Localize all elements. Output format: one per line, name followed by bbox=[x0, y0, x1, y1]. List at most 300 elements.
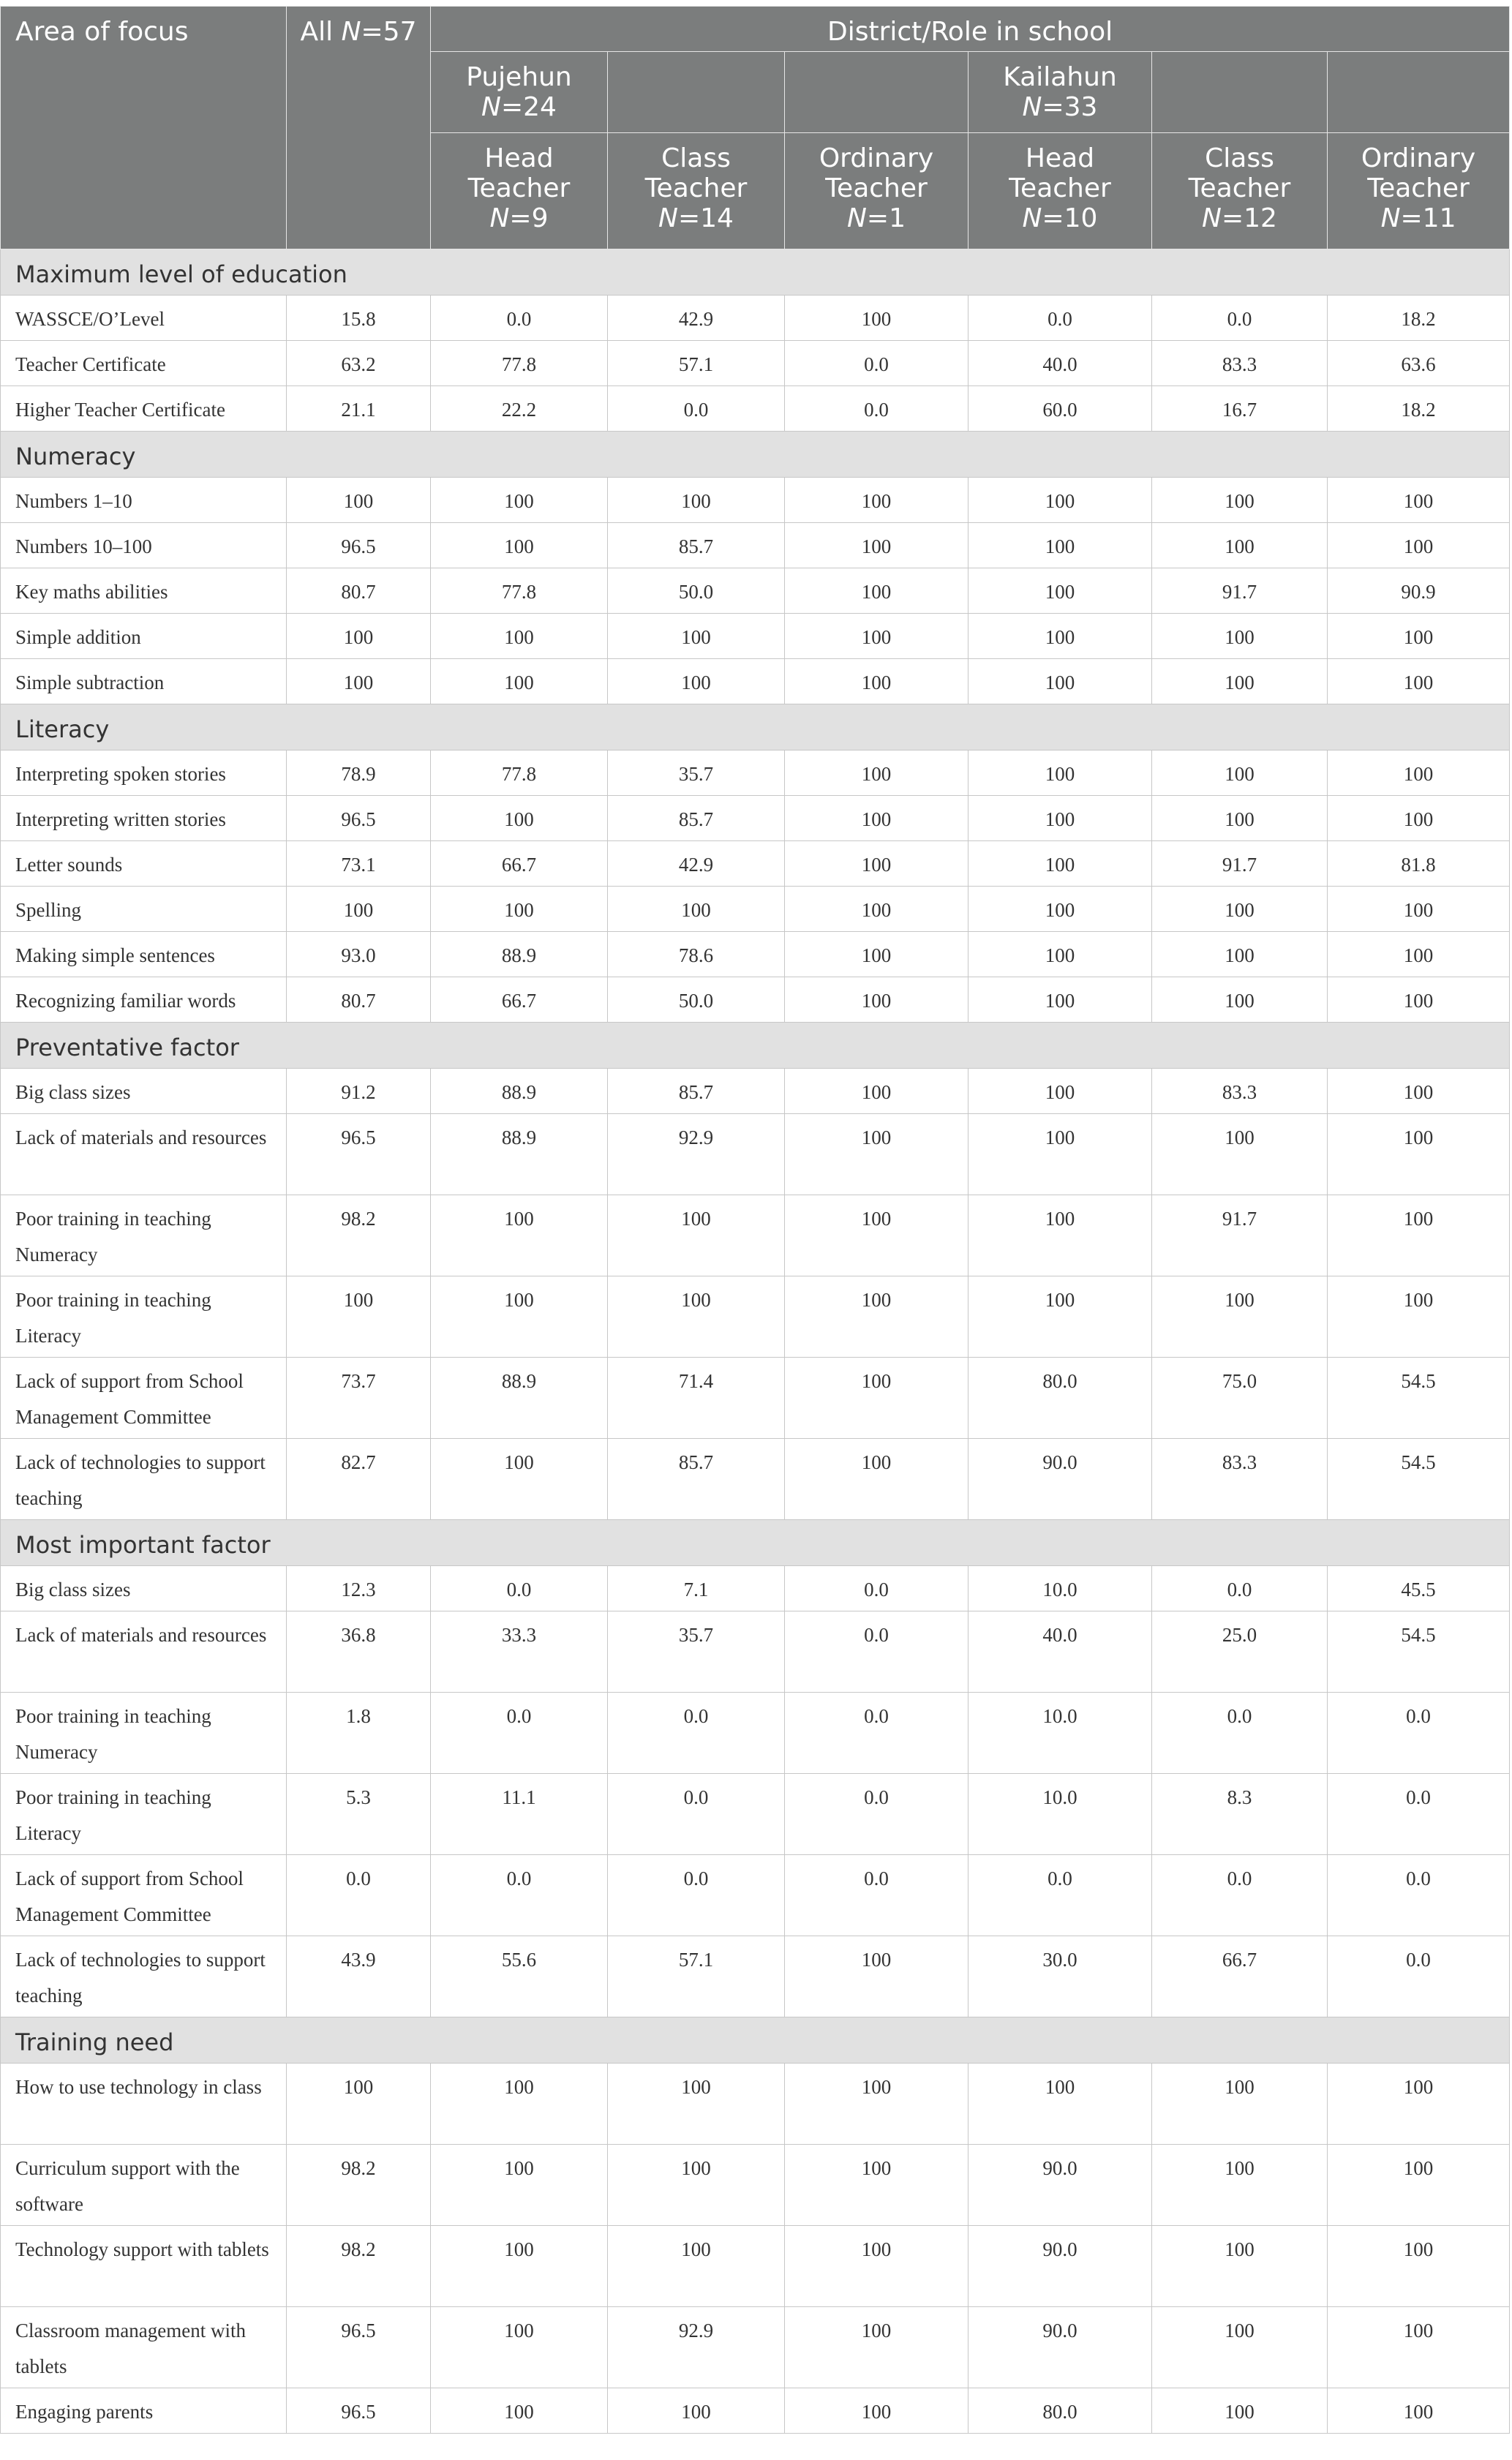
value-cell: 100 bbox=[785, 523, 968, 568]
value-cell: 100 bbox=[968, 887, 1152, 932]
section-title: Preventative factor bbox=[1, 1023, 1510, 1069]
value-cell: 80.0 bbox=[968, 2388, 1152, 2434]
header-empty-cell bbox=[608, 52, 785, 133]
value-cell: 77.8 bbox=[431, 341, 608, 386]
header-empty-cell bbox=[785, 52, 968, 133]
value-cell: 100 bbox=[287, 478, 431, 523]
table-row bbox=[1, 659, 1510, 704]
value-cell: 78.6 bbox=[608, 932, 785, 977]
value-cell: 18.2 bbox=[1328, 386, 1510, 432]
value-cell: 82.7 bbox=[287, 1439, 431, 1520]
results-table bbox=[0, 6, 1510, 2434]
value-cell: 90.0 bbox=[968, 2307, 1152, 2388]
value-cell: 45.5 bbox=[1328, 1566, 1510, 1611]
value-cell: 100 bbox=[1328, 932, 1510, 977]
table-row bbox=[1, 1358, 1510, 1439]
value-cell: 100 bbox=[1328, 2145, 1510, 2226]
value-cell: 0.0 bbox=[608, 1693, 785, 1774]
value-cell: 100 bbox=[608, 614, 785, 659]
value-cell: 100 bbox=[1328, 614, 1510, 659]
results-table-container bbox=[0, 6, 1509, 2434]
section-title: Literacy bbox=[1, 704, 1510, 751]
value-cell: 73.7 bbox=[287, 1358, 431, 1439]
value-cell: 100 bbox=[1152, 887, 1328, 932]
value-cell: 100 bbox=[1328, 796, 1510, 841]
value-cell: 100 bbox=[1328, 2388, 1510, 2434]
row-label: Lack of materials and resources bbox=[1, 1114, 287, 1195]
value-cell: 85.7 bbox=[608, 1439, 785, 1520]
value-cell: 100 bbox=[1152, 2388, 1328, 2434]
table-row bbox=[1, 932, 1510, 977]
value-cell: 22.2 bbox=[431, 386, 608, 432]
table-row bbox=[1, 1276, 1510, 1358]
value-cell: 100 bbox=[431, 1439, 608, 1520]
value-cell: 100 bbox=[968, 659, 1152, 704]
value-cell: 91.7 bbox=[1152, 841, 1328, 887]
row-label: Lack of technologies to support teaching bbox=[1, 1439, 287, 1520]
value-cell: 96.5 bbox=[287, 523, 431, 568]
value-cell: 100 bbox=[431, 614, 608, 659]
row-label: Technology support with tablets bbox=[1, 2226, 287, 2307]
value-cell: 11.1 bbox=[431, 1774, 608, 1855]
value-cell: 100 bbox=[785, 2388, 968, 2434]
row-label: Lack of support from School Management Committee bbox=[1, 1358, 287, 1439]
table-row bbox=[1, 1439, 1510, 1520]
value-cell: 78.9 bbox=[287, 751, 431, 796]
value-cell: 100 bbox=[785, 1936, 968, 2017]
header-empty-cell bbox=[1328, 52, 1510, 133]
value-cell: 100 bbox=[968, 1276, 1152, 1358]
value-cell: 100 bbox=[968, 751, 1152, 796]
value-cell: 80.7 bbox=[287, 977, 431, 1023]
value-cell: 0.0 bbox=[1152, 1855, 1328, 1936]
row-label: Simple subtraction bbox=[1, 659, 287, 704]
value-cell: 90.0 bbox=[968, 2145, 1152, 2226]
value-cell: 90.0 bbox=[968, 2226, 1152, 2307]
value-cell: 93.0 bbox=[287, 932, 431, 977]
value-cell: 100 bbox=[1152, 614, 1328, 659]
row-label: Poor training in teaching Numeracy bbox=[1, 1195, 287, 1276]
row-label: Lack of materials and resources bbox=[1, 1611, 287, 1693]
value-cell: 16.7 bbox=[1152, 386, 1328, 432]
value-cell: 98.2 bbox=[287, 2226, 431, 2307]
value-cell: 42.9 bbox=[608, 841, 785, 887]
table-row bbox=[1, 2064, 1510, 2145]
value-cell: 100 bbox=[785, 2064, 968, 2145]
value-cell: 0.0 bbox=[287, 1855, 431, 1936]
row-label: Key maths abilities bbox=[1, 568, 287, 614]
value-cell: 0.0 bbox=[1152, 296, 1328, 341]
value-cell: 100 bbox=[968, 796, 1152, 841]
value-cell: 0.0 bbox=[785, 1774, 968, 1855]
table-row bbox=[1, 296, 1510, 341]
value-cell: 100 bbox=[1152, 2307, 1328, 2388]
value-cell: 0.0 bbox=[1328, 1774, 1510, 1855]
value-cell: 100 bbox=[1328, 1114, 1510, 1195]
section-header-row bbox=[1, 1023, 1510, 1069]
row-label: Spelling bbox=[1, 887, 287, 932]
table-row bbox=[1, 977, 1510, 1023]
value-cell: 100 bbox=[431, 1276, 608, 1358]
value-cell: 100 bbox=[785, 1439, 968, 1520]
value-cell: 100 bbox=[1152, 796, 1328, 841]
value-cell: 0.0 bbox=[1328, 1855, 1510, 1936]
section-header-row bbox=[1, 249, 1510, 296]
value-cell: 100 bbox=[785, 1358, 968, 1439]
value-cell: 92.9 bbox=[608, 1114, 785, 1195]
table-row bbox=[1, 751, 1510, 796]
value-cell: 100 bbox=[431, 2388, 608, 2434]
value-cell: 100 bbox=[968, 1195, 1152, 1276]
value-cell: 83.3 bbox=[1152, 1069, 1328, 1114]
value-cell: 0.0 bbox=[785, 341, 968, 386]
value-cell: 100 bbox=[968, 1069, 1152, 1114]
row-label: Poor training in teaching Literacy bbox=[1, 1774, 287, 1855]
value-cell: 100 bbox=[1328, 2307, 1510, 2388]
row-label: Interpreting written stories bbox=[1, 796, 287, 841]
value-cell: 100 bbox=[1328, 887, 1510, 932]
row-label: Engaging parents bbox=[1, 2388, 287, 2434]
table-row bbox=[1, 341, 1510, 386]
value-cell: 1.8 bbox=[287, 1693, 431, 1774]
section-title: Training need bbox=[1, 2017, 1510, 2064]
value-cell: 100 bbox=[1152, 1276, 1328, 1358]
value-cell: 25.0 bbox=[1152, 1611, 1328, 1693]
value-cell: 96.5 bbox=[287, 2307, 431, 2388]
value-cell: 100 bbox=[608, 2226, 785, 2307]
header-role: Head Teacher N=9 bbox=[431, 133, 608, 249]
row-label: Making simple sentences bbox=[1, 932, 287, 977]
row-label: Interpreting spoken stories bbox=[1, 751, 287, 796]
value-cell: 54.5 bbox=[1328, 1439, 1510, 1520]
value-cell: 100 bbox=[1328, 977, 1510, 1023]
value-cell: 100 bbox=[1328, 523, 1510, 568]
header-role: Head Teacher N=10 bbox=[968, 133, 1152, 249]
value-cell: 91.2 bbox=[287, 1069, 431, 1114]
value-cell: 10.0 bbox=[968, 1774, 1152, 1855]
section-header-row bbox=[1, 704, 1510, 751]
value-cell: 100 bbox=[431, 659, 608, 704]
value-cell: 40.0 bbox=[968, 341, 1152, 386]
value-cell: 55.6 bbox=[431, 1936, 608, 2017]
value-cell: 66.7 bbox=[431, 841, 608, 887]
value-cell: 81.8 bbox=[1328, 841, 1510, 887]
header-kailahun: Kailahun N=33 bbox=[968, 52, 1152, 133]
value-cell: 0.0 bbox=[785, 1855, 968, 1936]
header-role: Class Teacher N=14 bbox=[608, 133, 785, 249]
value-cell: 33.3 bbox=[431, 1611, 608, 1693]
value-cell: 0.0 bbox=[431, 1855, 608, 1936]
table-header bbox=[1, 7, 1510, 249]
row-label: Big class sizes bbox=[1, 1566, 287, 1611]
table-row bbox=[1, 523, 1510, 568]
value-cell: 57.1 bbox=[608, 1936, 785, 2017]
value-cell: 100 bbox=[785, 2145, 968, 2226]
value-cell: 98.2 bbox=[287, 2145, 431, 2226]
value-cell: 77.8 bbox=[431, 751, 608, 796]
value-cell: 100 bbox=[1328, 2064, 1510, 2145]
value-cell: 100 bbox=[785, 1195, 968, 1276]
value-cell: 0.0 bbox=[968, 296, 1152, 341]
value-cell: 0.0 bbox=[785, 386, 968, 432]
value-cell: 100 bbox=[608, 2145, 785, 2226]
table-row bbox=[1, 1611, 1510, 1693]
value-cell: 100 bbox=[431, 523, 608, 568]
value-cell: 92.9 bbox=[608, 2307, 785, 2388]
value-cell: 12.3 bbox=[287, 1566, 431, 1611]
value-cell: 100 bbox=[1152, 659, 1328, 704]
value-cell: 100 bbox=[608, 2064, 785, 2145]
value-cell: 100 bbox=[968, 568, 1152, 614]
value-cell: 100 bbox=[1152, 478, 1328, 523]
value-cell: 100 bbox=[1152, 2226, 1328, 2307]
value-cell: 100 bbox=[1152, 977, 1328, 1023]
value-cell: 100 bbox=[785, 614, 968, 659]
section-title: Maximum level of education bbox=[1, 249, 1510, 296]
value-cell: 100 bbox=[431, 887, 608, 932]
value-cell: 100 bbox=[608, 659, 785, 704]
value-cell: 0.0 bbox=[968, 1855, 1152, 1936]
section-header-row bbox=[1, 432, 1510, 478]
value-cell: 0.0 bbox=[431, 296, 608, 341]
value-cell: 100 bbox=[608, 887, 785, 932]
value-cell: 100 bbox=[287, 614, 431, 659]
row-label: Teacher Certificate bbox=[1, 341, 287, 386]
value-cell: 100 bbox=[785, 841, 968, 887]
value-cell: 40.0 bbox=[968, 1611, 1152, 1693]
value-cell: 100 bbox=[1328, 1276, 1510, 1358]
table-row bbox=[1, 887, 1510, 932]
value-cell: 85.7 bbox=[608, 523, 785, 568]
value-cell: 90.0 bbox=[968, 1439, 1152, 1520]
value-cell: 0.0 bbox=[608, 1774, 785, 1855]
value-cell: 96.5 bbox=[287, 1114, 431, 1195]
value-cell: 91.7 bbox=[1152, 568, 1328, 614]
table-row bbox=[1, 1936, 1510, 2017]
value-cell: 0.0 bbox=[1152, 1693, 1328, 1774]
value-cell: 100 bbox=[287, 887, 431, 932]
table-body bbox=[1, 249, 1510, 2434]
value-cell: 100 bbox=[785, 2307, 968, 2388]
row-label: Higher Teacher Certificate bbox=[1, 386, 287, 432]
value-cell: 71.4 bbox=[608, 1358, 785, 1439]
value-cell: 0.0 bbox=[431, 1566, 608, 1611]
value-cell: 54.5 bbox=[1328, 1358, 1510, 1439]
value-cell: 83.3 bbox=[1152, 1439, 1328, 1520]
value-cell: 100 bbox=[1152, 1114, 1328, 1195]
value-cell: 30.0 bbox=[968, 1936, 1152, 2017]
value-cell: 100 bbox=[785, 1114, 968, 1195]
value-cell: 100 bbox=[1152, 932, 1328, 977]
value-cell: 100 bbox=[785, 296, 968, 341]
table-row bbox=[1, 2226, 1510, 2307]
value-cell: 100 bbox=[431, 796, 608, 841]
section-header-row bbox=[1, 1520, 1510, 1566]
value-cell: 98.2 bbox=[287, 1195, 431, 1276]
value-cell: 100 bbox=[1152, 751, 1328, 796]
value-cell: 88.9 bbox=[431, 1069, 608, 1114]
value-cell: 60.0 bbox=[968, 386, 1152, 432]
value-cell: 66.7 bbox=[1152, 1936, 1328, 2017]
table-row bbox=[1, 614, 1510, 659]
value-cell: 10.0 bbox=[968, 1566, 1152, 1611]
section-title: Numeracy bbox=[1, 432, 1510, 478]
value-cell: 100 bbox=[608, 478, 785, 523]
table-row bbox=[1, 796, 1510, 841]
value-cell: 50.0 bbox=[608, 977, 785, 1023]
value-cell: 10.0 bbox=[968, 1693, 1152, 1774]
value-cell: 100 bbox=[431, 2145, 608, 2226]
value-cell: 15.8 bbox=[287, 296, 431, 341]
value-cell: 80.0 bbox=[968, 1358, 1152, 1439]
value-cell: 43.9 bbox=[287, 1936, 431, 2017]
value-cell: 0.0 bbox=[1328, 1693, 1510, 1774]
value-cell: 100 bbox=[785, 796, 968, 841]
value-cell: 100 bbox=[1152, 523, 1328, 568]
table-row bbox=[1, 2307, 1510, 2388]
value-cell: 100 bbox=[287, 2064, 431, 2145]
value-cell: 88.9 bbox=[431, 1114, 608, 1195]
header-pujehun: Pujehun N=24 bbox=[431, 52, 608, 133]
header-all: All N=57 bbox=[287, 7, 431, 249]
table-row bbox=[1, 478, 1510, 523]
value-cell: 35.7 bbox=[608, 751, 785, 796]
value-cell: 77.8 bbox=[431, 568, 608, 614]
row-label: Simple addition bbox=[1, 614, 287, 659]
value-cell: 100 bbox=[968, 1114, 1152, 1195]
value-cell: 100 bbox=[1328, 478, 1510, 523]
value-cell: 7.1 bbox=[608, 1566, 785, 1611]
table-row bbox=[1, 2145, 1510, 2226]
value-cell: 100 bbox=[608, 1195, 785, 1276]
value-cell: 90.9 bbox=[1328, 568, 1510, 614]
value-cell: 100 bbox=[968, 523, 1152, 568]
row-label: Lack of support from School Management Committee bbox=[1, 1855, 287, 1936]
header-empty-cell bbox=[1152, 52, 1328, 133]
value-cell: 8.3 bbox=[1152, 1774, 1328, 1855]
value-cell: 50.0 bbox=[608, 568, 785, 614]
value-cell: 75.0 bbox=[1152, 1358, 1328, 1439]
table-row bbox=[1, 1195, 1510, 1276]
value-cell: 83.3 bbox=[1152, 341, 1328, 386]
value-cell: 100 bbox=[431, 1195, 608, 1276]
table-row bbox=[1, 386, 1510, 432]
value-cell: 100 bbox=[785, 887, 968, 932]
value-cell: 80.7 bbox=[287, 568, 431, 614]
value-cell: 100 bbox=[785, 1069, 968, 1114]
value-cell: 100 bbox=[785, 568, 968, 614]
value-cell: 0.0 bbox=[785, 1566, 968, 1611]
value-cell: 100 bbox=[1328, 751, 1510, 796]
value-cell: 88.9 bbox=[431, 932, 608, 977]
value-cell: 100 bbox=[1328, 1195, 1510, 1276]
value-cell: 100 bbox=[968, 841, 1152, 887]
value-cell: 100 bbox=[431, 2307, 608, 2388]
value-cell: 42.9 bbox=[608, 296, 785, 341]
table-row bbox=[1, 841, 1510, 887]
row-label: Letter sounds bbox=[1, 841, 287, 887]
row-label: Recognizing familiar words bbox=[1, 977, 287, 1023]
value-cell: 100 bbox=[608, 2388, 785, 2434]
row-label: Poor training in teaching Numeracy bbox=[1, 1693, 287, 1774]
header-role: Class Teacher N=12 bbox=[1152, 133, 1328, 249]
value-cell: 0.0 bbox=[1152, 1566, 1328, 1611]
value-cell: 100 bbox=[968, 614, 1152, 659]
value-cell: 66.7 bbox=[431, 977, 608, 1023]
value-cell: 54.5 bbox=[1328, 1611, 1510, 1693]
value-cell: 63.6 bbox=[1328, 341, 1510, 386]
row-label: Curriculum support with the software bbox=[1, 2145, 287, 2226]
row-label: Numbers 1–10 bbox=[1, 478, 287, 523]
value-cell: 96.5 bbox=[287, 2388, 431, 2434]
section-header-row bbox=[1, 2017, 1510, 2064]
value-cell: 100 bbox=[785, 659, 968, 704]
value-cell: 73.1 bbox=[287, 841, 431, 887]
value-cell: 100 bbox=[431, 478, 608, 523]
header-role: Ordinary Teacher N=1 bbox=[785, 133, 968, 249]
value-cell: 85.7 bbox=[608, 796, 785, 841]
table-row bbox=[1, 2388, 1510, 2434]
value-cell: 100 bbox=[431, 2226, 608, 2307]
value-cell: 91.7 bbox=[1152, 1195, 1328, 1276]
value-cell: 88.9 bbox=[431, 1358, 608, 1439]
table-row bbox=[1, 1566, 1510, 1611]
value-cell: 35.7 bbox=[608, 1611, 785, 1693]
value-cell: 100 bbox=[785, 478, 968, 523]
value-cell: 100 bbox=[608, 1276, 785, 1358]
row-label: WASSCE/O’Level bbox=[1, 296, 287, 341]
value-cell: 5.3 bbox=[287, 1774, 431, 1855]
table-row bbox=[1, 568, 1510, 614]
row-label: Lack of technologies to support teaching bbox=[1, 1936, 287, 2017]
header-area-of-focus: Area of focus bbox=[1, 7, 287, 249]
section-title: Most important factor bbox=[1, 1520, 1510, 1566]
value-cell: 100 bbox=[1328, 1069, 1510, 1114]
value-cell: 57.1 bbox=[608, 341, 785, 386]
table-row bbox=[1, 1693, 1510, 1774]
value-cell: 100 bbox=[1328, 659, 1510, 704]
row-label: Big class sizes bbox=[1, 1069, 287, 1114]
value-cell: 100 bbox=[287, 659, 431, 704]
value-cell: 100 bbox=[431, 2064, 608, 2145]
value-cell: 96.5 bbox=[287, 796, 431, 841]
value-cell: 0.0 bbox=[785, 1611, 968, 1693]
table-row bbox=[1, 1114, 1510, 1195]
value-cell: 100 bbox=[785, 932, 968, 977]
value-cell: 100 bbox=[968, 932, 1152, 977]
table-row bbox=[1, 1774, 1510, 1855]
value-cell: 18.2 bbox=[1328, 296, 1510, 341]
value-cell: 100 bbox=[785, 1276, 968, 1358]
value-cell: 0.0 bbox=[785, 1693, 968, 1774]
value-cell: 100 bbox=[785, 751, 968, 796]
value-cell: 100 bbox=[785, 977, 968, 1023]
row-label: Numbers 10–100 bbox=[1, 523, 287, 568]
value-cell: 21.1 bbox=[287, 386, 431, 432]
value-cell: 100 bbox=[968, 478, 1152, 523]
value-cell: 100 bbox=[785, 2226, 968, 2307]
value-cell: 100 bbox=[1152, 2064, 1328, 2145]
table-row bbox=[1, 1855, 1510, 1936]
value-cell: 100 bbox=[287, 1276, 431, 1358]
value-cell: 100 bbox=[1328, 2226, 1510, 2307]
value-cell: 100 bbox=[968, 2064, 1152, 2145]
header-role: Ordinary Teacher N=11 bbox=[1328, 133, 1510, 249]
value-cell: 100 bbox=[1152, 2145, 1328, 2226]
value-cell: 0.0 bbox=[608, 386, 785, 432]
header-district-role: District/Role in school bbox=[431, 7, 1510, 52]
row-label: Poor training in teaching Literacy bbox=[1, 1276, 287, 1358]
